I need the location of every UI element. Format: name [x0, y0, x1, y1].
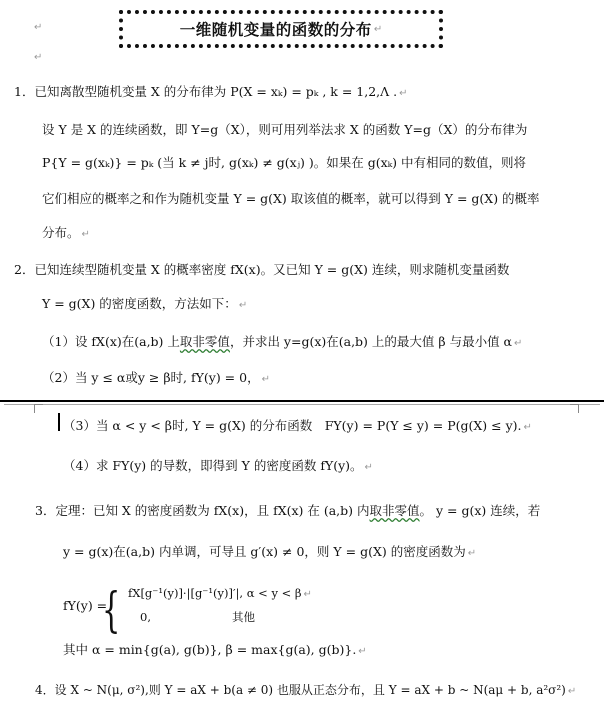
item-text: P{Y = g(xₖ)} = pₖ (当 k ≠ j时, g(xₖ) ≠ g(xⱼ) )。如果在 g(xₖ) 中有相同的数值，则将	[42, 155, 527, 170]
item-2-line-2	[42, 298, 247, 311]
spellcheck-underline: 取非零值	[179, 334, 230, 349]
item-1-line-4	[42, 193, 540, 206]
paragraph-mark: ↵	[467, 548, 477, 559]
paragraph-mark: ↵	[303, 589, 312, 600]
item-text: 已知离散型随机变量 X 的分布律为 P(X = xₖ) = pₖ , k = 1,2,Λ .	[34, 84, 398, 99]
paragraph-mark: ↵	[567, 686, 577, 697]
page-title: 一维随机变量的函数的分布	[179, 21, 372, 39]
item-text: Y = g(X) 的密度函数，方法如下：	[42, 296, 237, 311]
item-text: 定理：已知 X 的密度函数为 fX(x)，且 fX(x) 在 (a,b) 内	[55, 503, 370, 518]
item-3-line-2	[63, 546, 476, 559]
page-margin-corner	[570, 404, 579, 413]
page-top-edge	[4, 404, 600, 405]
item-2-step-1	[42, 336, 522, 349]
formula-text: 0,	[140, 610, 151, 624]
spellcheck-underline: 取非零值	[369, 503, 420, 518]
paragraph-mark: ↵	[34, 22, 43, 33]
item-2-step-4	[63, 460, 373, 473]
step-text: （1）设 fX(x)在(a,b) 上	[42, 334, 180, 349]
formula-case-1	[128, 588, 312, 600]
paragraph-mark: ↵	[364, 462, 373, 473]
item-text: 它们相应的概率之和作为随机变量 Y = g(X) 取该值的概率，就可以得到 Y = g(X) 的概率	[42, 191, 540, 206]
item-1-line-2	[42, 124, 527, 137]
item-2-step-2	[42, 372, 270, 385]
item-text: 。 y = g(x) 连续，若	[419, 503, 541, 518]
paragraph-mark: ↵	[523, 422, 532, 433]
formula-text: fY(y) =	[63, 598, 108, 613]
step-text: ，并求出 y=g(x)在(a,b) 上的最大值 β 与最小值 α	[229, 334, 512, 349]
item-1-line-5	[42, 227, 90, 240]
formula-case-2	[140, 612, 151, 624]
title-box	[119, 10, 443, 48]
formula-lhs	[63, 600, 107, 613]
item-number: 3．	[35, 503, 56, 518]
item-text: 设 X ~ N(μ, σ²),则 Y = aX + b(a ≠ 0) 也服从正态分布，且 Y = aX + b ~ N(aμ + b, a²σ²)	[54, 683, 566, 697]
paragraph-mark: ↵	[399, 88, 408, 99]
item-text: 已知连续型随机变量 X 的概率密度 fX(x)。又已知 Y = g(X) 连续，则求随机变量函数	[34, 262, 510, 277]
formula-case-2-condition	[232, 612, 255, 624]
formula-text: 其他	[232, 610, 255, 624]
paragraph-mark: ↵	[514, 338, 523, 349]
item-number: 1．	[14, 84, 35, 99]
text-cursor	[58, 413, 60, 431]
page-break	[0, 400, 604, 402]
paragraph-mark: ↵	[238, 300, 248, 311]
item-4-line-1	[35, 684, 576, 697]
item-3-line-1	[35, 505, 540, 518]
paragraph-mark: ↵	[373, 23, 383, 35]
item-number: 4．	[35, 683, 55, 697]
page-margin-corner	[34, 404, 43, 413]
item-text: y = g(x)在(a,b) 内单调，可导且 g′(x) ≠ 0，则 Y = g(X) 的密度函数为	[63, 544, 466, 559]
item-3-line-3	[63, 644, 367, 657]
paragraph-mark: ↵	[358, 646, 367, 657]
formula-brace: {	[102, 582, 121, 638]
step-text: （2）当 y ≤ α或y ≥ β时, fY(y) = 0，	[42, 370, 260, 385]
paragraph-mark: ↵	[261, 374, 270, 385]
paragraph-mark: ↵	[81, 229, 90, 240]
item-2-step-3	[63, 420, 532, 433]
item-1-line-1	[14, 86, 407, 99]
item-1-line-3	[42, 157, 526, 170]
item-text: 其中 α = min{g(a), g(b)}, β = max{g(a), g(b)}.	[63, 642, 357, 657]
item-text: 分布。	[42, 225, 80, 240]
formula-text: fX[g⁻¹(y)]·|[g⁻¹(y)]′|, α < y < β	[128, 586, 302, 600]
item-text: 设 Y 是 X 的连续函数，即 Y=g（X），则可用列举法求 X 的函数 Y=g（X）的分布律为	[42, 122, 528, 137]
item-number: 2．	[14, 262, 35, 277]
item-2-line-1	[14, 264, 509, 277]
paragraph-mark: ↵	[34, 52, 43, 63]
step-text: （4）求 FY(y) 的导数，即得到 Y 的密度函数 fY(y)。	[63, 458, 363, 473]
step-text: （3）当 α < y < β时, Y = g(X) 的分布函数 FY(y) = P(Y ≤ y) = P(g(X) ≤ y).	[63, 418, 522, 433]
